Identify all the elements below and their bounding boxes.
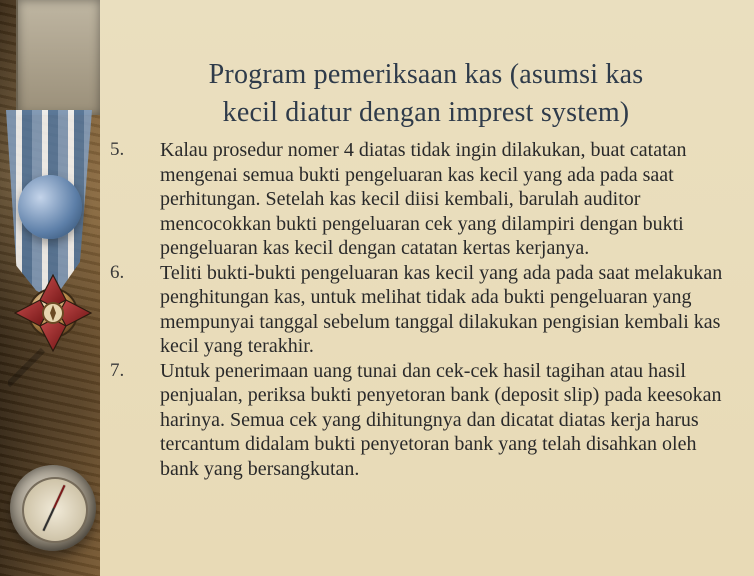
list-number: 6.	[110, 261, 125, 283]
list-text: Kalau prosedur nomer 4 diatas tidak ingin dilakukan, buat catatan mengenai semua bukti pengeluaran kas kecil yang ada pada saat perhitungan. Setelah kas kecil diisi kembali, barulah auditor mencocokkan bukti pengeluaran cek yang dilampiri dengan bukti pengeluaran kas kecil dengan catatan kertas kerjanya.	[160, 139, 687, 259]
slide-title-line-2: kecil diatur dengan imprest system)	[222, 97, 630, 128]
list-item-5	[110, 138, 738, 261]
list-item-6	[110, 261, 738, 359]
slide-title	[118, 56, 734, 132]
numbered-list	[110, 138, 738, 481]
medal-icon	[8, 265, 100, 405]
slide-title-line-1: Program pemeriksaan kas (asumsi kas	[208, 59, 644, 90]
decorative-panel	[16, 0, 100, 115]
list-number: 5.	[110, 139, 125, 160]
compass-face	[22, 477, 88, 543]
list-number: 7.	[110, 359, 125, 381]
list-text: Teliti bukti-bukti pengeluaran kas kecil yang ada pada saat melakukan penghitungan kas, untuk melihat tidak ada bukti pengeluaran yang mempunyai tanggal sebelum tanggal dilakukan pengisian kembali kas kecil yang terakhir.	[160, 261, 723, 357]
list-text: Untuk penerimaan uang tunai dan cek-cek hasil tagihan atau hasil penjualan, periksa bukti penyetoran bank (deposit slip) pada keesokan harinya. Semua cek yang dihitungnya dan dicatat diatas kerja harus tercantum didalam bukti penyetoran bank yang telah disahkan oleh bank yang bersangkutan.	[160, 359, 722, 480]
compass-icon	[10, 465, 96, 551]
ribbon-knot-icon	[18, 175, 82, 239]
list-item-7	[110, 359, 738, 482]
decorative-image-strip	[0, 0, 100, 576]
